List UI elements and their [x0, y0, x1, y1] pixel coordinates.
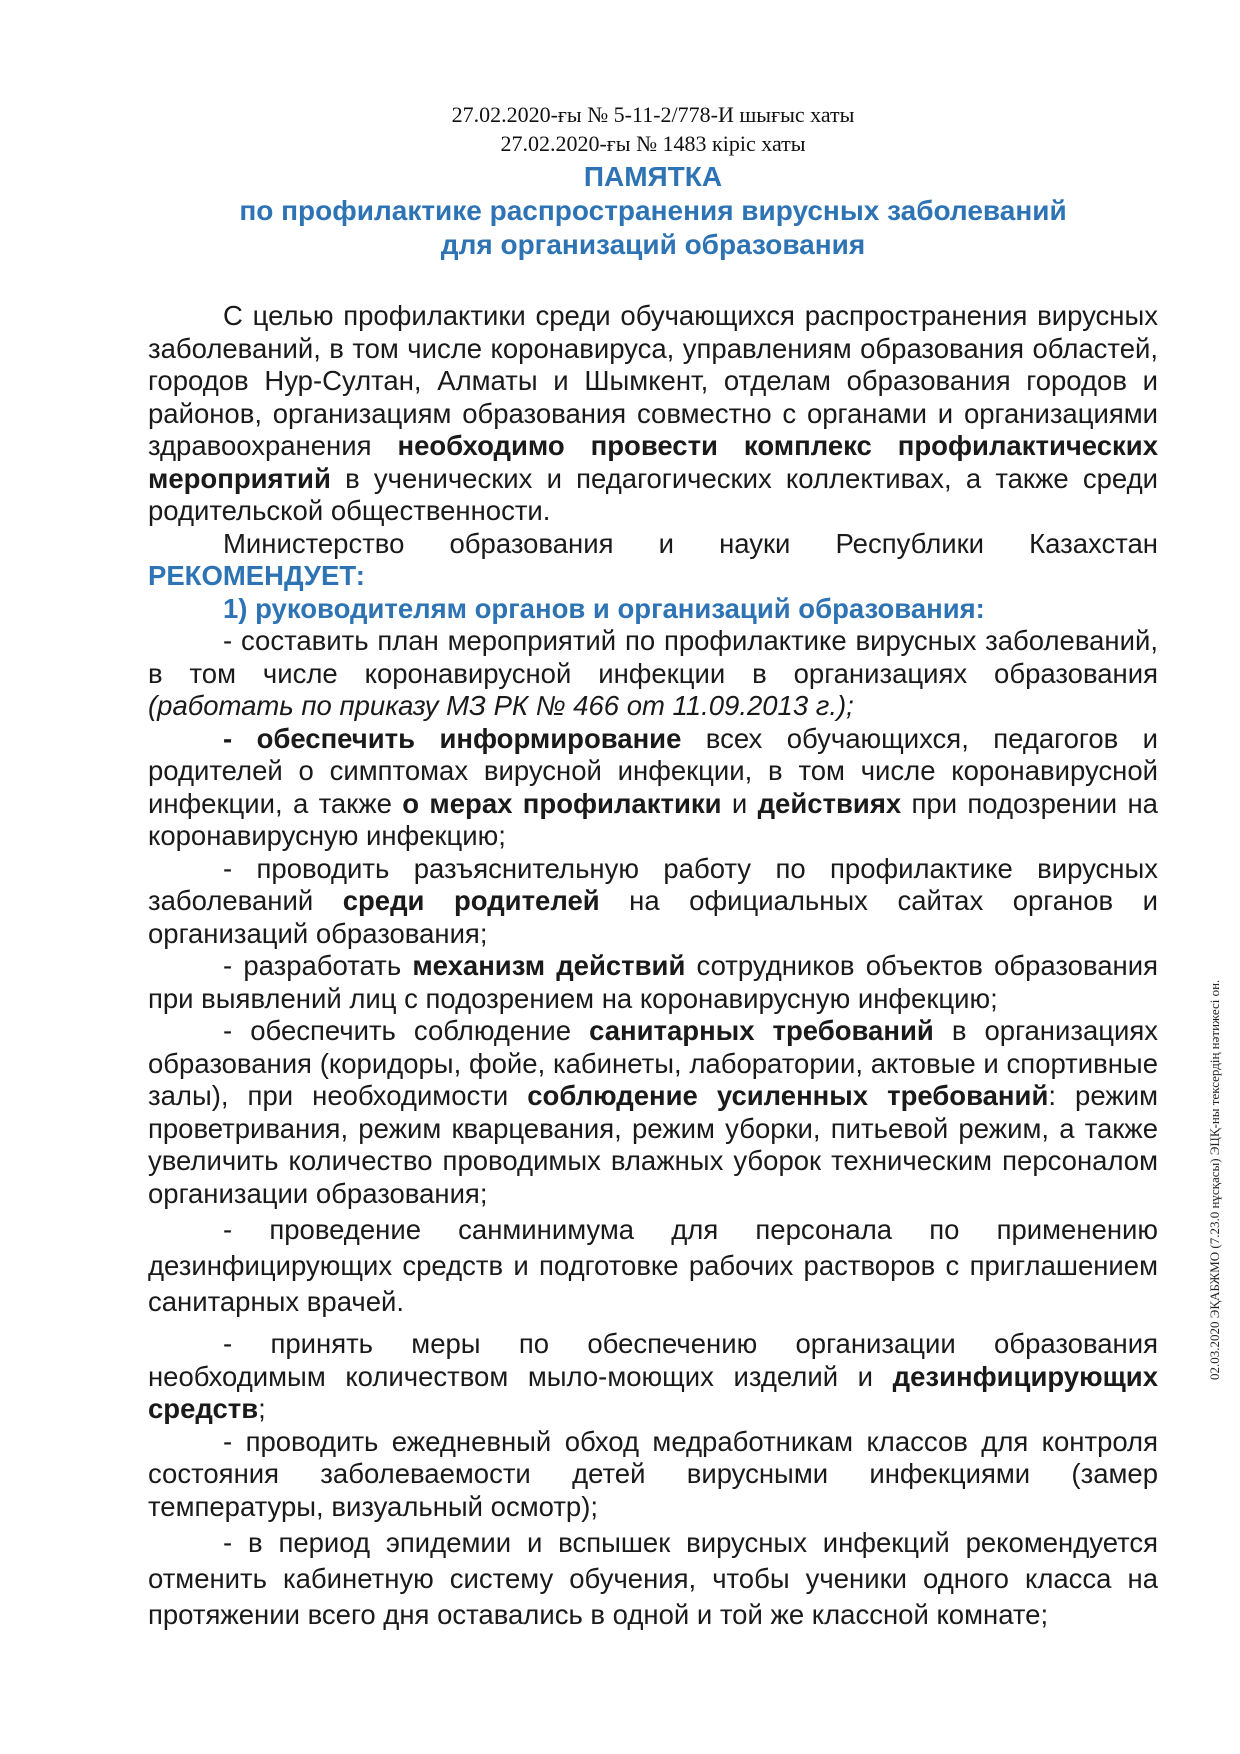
item-mechanism-text-1: - разработать [223, 950, 413, 981]
item-inform [148, 723, 1158, 853]
outgoing-registration: 27.02.2020-ғы № 5-11-2/778-И шығыс хаты [451, 102, 855, 127]
item-supplies [148, 1328, 1158, 1426]
item-mechanism-bold: механизм действий [412, 950, 686, 981]
intro-text-2: в ученических и педагогических коллективах, а также среди родительской общественности. [148, 462, 1158, 526]
intro-bold: необходимо провести комплекс профилактических мероприятий [148, 430, 1158, 494]
item-sanminimum [148, 1212, 1158, 1320]
title-line-3: для организаций образования [440, 229, 866, 260]
document-header [148, 100, 1158, 262]
item-sanitary-bold-2: соблюдение усиленных требований [527, 1080, 1049, 1111]
electronic-signature-stamp: 02.03.2020 ЭҚАБЖМО (7.23.0 нұсқасы) ЭЦҚ-ны тексердің нәтижесі он. [1207, 979, 1222, 1380]
item-classroom-system-text: - в период эпидемии и вспышек вирусных инфекций рекомендуется отменить кабинетную систему обучения, чтобы ученики одного класса на протяжении всего дня оставались в одной и той же классной комнате; [148, 1527, 1158, 1630]
item-supplies-bold: дезинфицирующих средств [148, 1360, 1158, 1424]
item-supplies-text-1: - принять меры по обеспечению организации образования необходимым количеством мыло-моющих изделий и [148, 1328, 1158, 1392]
section-1-heading: 1) руководителям органов и организаций образования: [223, 592, 985, 624]
item-explain-bold: среди родителей [342, 885, 600, 916]
ministry-paragraph [148, 528, 1158, 593]
item-daily-round [148, 1426, 1158, 1524]
document-body [148, 300, 1158, 1633]
intro-text-1: С целью профилактики среди обучающихся распространения вирусных заболеваний, в том числе коронавируса, управлениям образования областей, городов Нур-Султан, Алматы и Шымкент, отделам образования городов и районов, организациям образования совместно с органами и организациями здравоохранения [148, 300, 1158, 461]
item-inform-text-3: при подозрении на коронавирусную инфекцию; [148, 787, 1158, 851]
item-plan [148, 625, 1158, 723]
item-inform-bold-1: - обеспечить информирование [223, 722, 682, 754]
item-sanitary-bold-1: санитарных требований [589, 1015, 934, 1046]
intro-paragraph [148, 300, 1158, 528]
item-mechanism-text-2: сотрудников объектов образования при выявлений лиц с подозрением на коронавирусную инфекцию; [148, 950, 1158, 1014]
item-sanitary-text-1: - обеспечить соблюдение [223, 1015, 590, 1046]
title-line-1: ПАМЯТКА [583, 161, 723, 192]
item-inform-text-2: и [721, 787, 758, 819]
item-sanitary [148, 1015, 1158, 1210]
incoming-registration: 27.02.2020-ғы № 1483 кіріс хаты [500, 131, 806, 156]
ministry-text: Министерство образования и науки Республики Казахстан [223, 527, 1158, 559]
item-daily-round-text: - проводить ежедневный обход медработникам классов для контроля состояния заболеваемости детей вирусными инфекциями (замер температуры, визуальный осмотр); [148, 1425, 1158, 1522]
item-sanitary-text-2: в организациях образования (коридоры, фойе, кабинеты, лаборатории, актовые и спортивные залы), при необходимости [148, 1015, 1158, 1111]
recommends-heading: РЕКОМЕНДУЕТ: [148, 560, 365, 591]
item-sanminimum-text: - проведение санминимума для персонала по применению дезинфицирующих средств и подготовке рабочих растворов с приглашением санитарных врачей. [148, 1214, 1158, 1317]
item-sanitary-text-3: : режим проветривания, режим кварцевания, режим уборки, питьевой режим, а также увеличить количество проводимых влажных уборок техническим персоналом организации образования; [148, 1080, 1158, 1209]
item-plan-order-ref: (работать по приказу МЗ РК № 466 от 11.09.2013 г.); [148, 690, 854, 721]
item-explain-text-1: - проводить разъяснительную работу по профилактике вирусных заболеваний [148, 852, 1158, 916]
item-plan-text: - составить план мероприятий по профилактике вирусных заболеваний, в том числе коронавирусной инфекции в организациях образования [148, 625, 1158, 689]
title-line-2: по профилактике распространения вирусных заболеваний [239, 195, 1067, 226]
item-explain [148, 853, 1158, 951]
item-inform-bold-2: о мерах профилактики [402, 787, 722, 819]
item-inform-text-1: всех обучающихся, педагогов и родителей о симптомах вирусной инфекции, в том числе коронавирусной инфекции, а также [148, 722, 1158, 819]
item-mechanism [148, 950, 1158, 1015]
item-classroom-system [148, 1525, 1158, 1633]
item-explain-text-2: на официальных сайтах органов и организаций образования; [148, 885, 1158, 949]
item-supplies-text-2: ; [258, 1393, 266, 1424]
item-inform-bold-3: действиях [757, 787, 902, 819]
